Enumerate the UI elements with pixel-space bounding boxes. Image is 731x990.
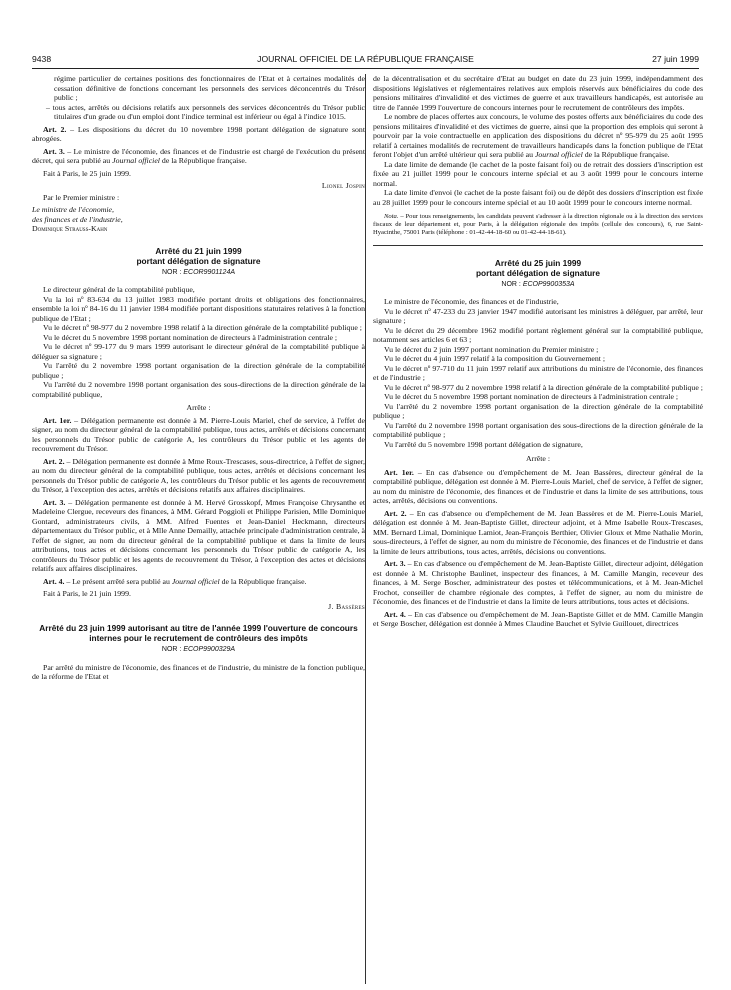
art-label: Art. 2. bbox=[43, 456, 65, 466]
art-label: Art. 3. bbox=[384, 559, 406, 569]
jo-italic: Journal officiel bbox=[171, 576, 220, 586]
paragraph: Le ministre de l'économie, des finances et de l'industrie, bbox=[384, 297, 559, 307]
minister-title-2: des finances et de l'industrie, bbox=[32, 214, 123, 224]
article bbox=[32, 577, 365, 587]
paragraph: La date limite de demande (le cachet de la poste faisant foi) ou de retrait des dossiers d'inscription est fixée au 21 juillet 1999 pour le concours interne spécial et au 3 août 1999 pour le concours interne normal. bbox=[373, 159, 703, 188]
art-text: – En cas d'absence ou d'empêchement de M. Jean-Baptiste Gillet, directeur adjoint, délégation est donnée à M. Christophe Baulinet, inspecteur des finances, à M. Camille Mangin, receveur des finances, à M. Serge Boscher, administrateur des postes et télécommunications, et à M. Jean-Michel Frochot, conseiller de chambre régionale des comptes, à l'effet de signer, au nom du ministre de l'économie, des finances et de l'industrie et dans la limite de leurs attributions, tous actes et décisions. bbox=[373, 559, 704, 607]
paragraph: Vu l'arrêté du 2 novembre 1998 portant organisation de la direction générale de la comptabilité publique ; bbox=[373, 401, 703, 421]
art-text: – En cas d'absence ou d'empêchement de M. Jean Bassères, directeur général de la comptabilité publique, délégation est donnée à M. Pierre-Louis Mariel, chef de service, à l'effet de signer, au nom du ministre de l'économie, des finances et de l'industrie et dans la limite de ses attributions, tous actes, arrêtés, décisions ou conventions. bbox=[373, 467, 703, 506]
page-header bbox=[32, 54, 699, 69]
paragraph: Vu le décret du 5 novembre 1998 portant nomination de directeurs à l'administration centrale ; bbox=[384, 392, 679, 402]
article bbox=[373, 610, 703, 629]
art-text: – Le ministre de l'économie, des finances et de l'industrie est chargé de l'exécution du présent décret, qui sera publié au bbox=[32, 146, 365, 165]
text: Le nombre de places offertes aux concours, le volume des postes offerts aux bénéficiaires du code des pensions militaires d'invalidité et des victimes de guerre, ainsi que la proportion des emplois qui seront à pourvoir par la voie contractuelle en application des dispositions du décret nº 95-979 du 25 août 1995 relatif à certaines modalités de recrutement de travailleurs handicapés dans la fonction publique de l'Etat feront l'objet d'un arrêté ultérieur qui sera publié au bbox=[373, 112, 703, 159]
art-label: Art. 3. bbox=[43, 497, 66, 507]
nota-label: Nota. bbox=[384, 213, 399, 220]
par-premier-ministre: Par le Premier ministre : bbox=[43, 192, 120, 202]
art-text: – Le présent arrêté sera publié au bbox=[64, 576, 172, 586]
jo-italic: Journal officiel bbox=[112, 156, 160, 165]
text-end: de la République française. bbox=[582, 150, 670, 159]
nota-text: – Pour tous renseignements, les candidats peuvent s'adresser à la direction régionale ou à la direction des services fiscaux de leur département et, pour Paris, à la délégation régionale des impôts (cellule des concours), 6, rue Saint-Hyacinthe, 75001 Paris (téléphone : 01-42-44-18-60 ou 01-42-44-18-61). bbox=[373, 213, 703, 237]
nota-note bbox=[373, 213, 703, 238]
art-label: Art. 2. bbox=[384, 508, 407, 518]
art-label: Art. 1er. bbox=[384, 467, 414, 477]
article bbox=[32, 498, 365, 574]
paragraph: de la décentralisation et du secrétaire d'Etat au budget en date du 23 juin 1999, indépendamment des dispositions législatives et réglementaires relatives aux emplois réservés aux bénéficiaires du code des pensions militaires d'invalidité et des victimes de guerre et aux travailleurs handicapés, est autorisée au titre de l'année 1999 l'ouverture de concours internes pour le recrutement de contrôleurs des impôts. bbox=[373, 74, 703, 112]
art-label: Art. 1er. bbox=[43, 415, 72, 425]
article bbox=[373, 559, 703, 607]
art-text-end: de la République française. bbox=[219, 576, 307, 586]
art-text: – Délégation permanente est donnée à M. Pierre-Louis Mariel, chef de service, à l'effet de signer, au nom du directeur général de la comptabilité publique, tous actes, arrêtés et décisions concernant les personnels du Trésor public de catégorie A, les contrôleurs du Trésor public et les agents de recouvrement du Trésor. bbox=[32, 415, 366, 453]
fait-line: Fait à Paris, le 25 juin 1999. bbox=[43, 168, 131, 178]
jo-italic: Journal officiel bbox=[534, 150, 583, 159]
signer-name: J. Bassères bbox=[328, 601, 365, 611]
paragraph: Vu l'arrêté du 2 novembre 1998 portant organisation des sous-directions de la direction générale de la comptabilité publique, bbox=[32, 380, 365, 399]
nor-code: ECOP9900353A bbox=[522, 280, 575, 288]
paragraph: Par arrêté du ministre de l'économie, des finances et de l'industrie, du ministre de la fonction publique, de la réforme de l'Etat et bbox=[32, 662, 365, 681]
paragraph bbox=[373, 112, 703, 160]
arrete-title-3a: Arrêté du 25 juin 1999 bbox=[494, 257, 582, 268]
paragraph: Vu la loi nº 83-634 du 13 juillet 1983 modifiée portant droits et obligations des fonctionnaires, ensemble la loi nº 84-16 du 11 janvier 1984 modifiée portant dispositions statutaires relatives à la fonction publique de l'Etat ; bbox=[32, 294, 365, 323]
right-column bbox=[373, 74, 703, 629]
article bbox=[373, 468, 703, 506]
decree-art3 bbox=[32, 147, 365, 166]
nor-code: ECOR9901124A bbox=[183, 268, 235, 276]
art-text: – Délégation permanente est donnée à Mme Roux-Trescases, sous-directrice, à l'effet de signer, au nom du directeur général de la comptabilité publique, tous actes, arrêtés et décisions concernant les personnels du Trésor public de catégorie A, les contrôleurs du Trésor public et les agents de recouvrement du Trésor, à l'exception des actes, arrêtés et décisions relatifs aux affaires disciplinaires. bbox=[32, 456, 365, 494]
paragraph: Vu le décret du 29 décembre 1962 modifié portant règlement général sur la comptabilité publique, notamment ses articles 6 et 63 ; bbox=[373, 325, 703, 345]
nor-label: NOR : bbox=[501, 280, 523, 288]
art-text-end: de la République française. bbox=[159, 156, 247, 165]
nor-line bbox=[32, 268, 365, 278]
paragraph: Vu le décret nº 97-710 du 11 juin 1997 relatif aux attributions du ministre de l'économie, des finances et de l'industrie ; bbox=[373, 363, 703, 383]
nor-code: ECOP9900329A bbox=[183, 646, 236, 653]
arrete-title-2: Arrêté du 23 juin 1999 autorisant au titre de l'année 1999 l'ouverture de concours internes pour le recrutement de contrôleurs des impôts bbox=[39, 623, 358, 643]
intro-dash-1: régime particulier de certaines positions des fonctionnaires de l'Etat et à certaines modalités de cessation définitive de fonctions concernant les personnels des services déconcentrés du Trésor public ; bbox=[54, 74, 365, 102]
journal-title: JOURNAL OFFICIEL DE LA RÉPUBLIQUE FRANÇAISE bbox=[257, 54, 474, 64]
paragraph: La date limite d'envoi (le cachet de la poste faisant foi) ou de dépôt des dossiers d'inscription est fixée au 28 juillet 1999 pour le concours interne spécial et au 10 août 1999 pour le concours interne normal. bbox=[373, 188, 703, 207]
arrete-word: Arrête : bbox=[186, 403, 211, 412]
paragraph: Vu le décret nº 47-233 du 23 janvier 1947 modifié autorisant les ministres à déléguer, par arrêté, leur signature ; bbox=[373, 306, 703, 326]
paragraph: Vu le décret du 2 juin 1997 portant nomination du Premier ministre ; bbox=[384, 344, 599, 354]
nor-label: NOR : bbox=[161, 646, 184, 653]
paragraph: Vu le décret nº 98-977 du 2 novembre 1998 relatif à la direction générale de la comptabilité publique ; bbox=[384, 382, 703, 392]
art-text: – Les dispositions du décret du 10 novembre 1998 portant délégation de signature sont abrogées. bbox=[32, 124, 365, 143]
nor-line bbox=[32, 645, 365, 655]
minister-title-1: Le ministre de l'économie, bbox=[32, 205, 114, 214]
arrete-title-3b: portant délégation de signature bbox=[475, 267, 600, 278]
paragraph: Vu l'arrêté du 2 novembre 1998 portant organisation des sous-directions de la direction générale de la comptabilité publique ; bbox=[373, 420, 703, 440]
fait-line: Fait à Paris, le 21 juin 1999. bbox=[43, 589, 131, 598]
art-text: – En cas d'absence ou d'empêchement de M. Jean-Baptiste Gillet et de MM. Camille Mangin et Serge Boscher, délégation est donnée à Mmes Claudine Bauchet et Sylvie Guillouet, directrices bbox=[373, 609, 703, 629]
paragraph: Vu l'arrêté du 2 novembre 1998 portant organisation de la direction générale de la comptabilité publique ; bbox=[32, 361, 365, 380]
arrete-title-1a: Arrêté du 21 juin 1999 bbox=[155, 245, 242, 256]
art-label: Art. 4. bbox=[384, 609, 406, 619]
art-label: Art. 3. bbox=[43, 146, 65, 156]
paragraph: Vu le décret du 4 juin 1997 relatif à la composition du Gouvernement ; bbox=[384, 354, 606, 364]
issue-date: 27 juin 1999 bbox=[652, 54, 699, 64]
art-text: – En cas d'absence ou d'empêchement de M. Jean Bassères et de M. Pierre-Louis Mariel, délégation est donnée à M. Jean-Baptiste Gillet, directeur adjoint, et à Mme Isabelle Roux-Trescases, MM. Bernard Limal, Dominique Lamiot, Jean-François Berthier, Olivier Gloux et Mme Nathalie Morin, sous-directeurs, à l'effet de signer, au nom du ministre de l'économie, des finances et de l'industrie et dans la limite de leurs attributions, tous actes, arrêtés, décisions ou conventions. bbox=[373, 508, 703, 556]
arrete-title-1b: portant délégation de signature bbox=[136, 255, 261, 266]
decree-art2 bbox=[32, 125, 365, 144]
page-number: 9438 bbox=[32, 54, 52, 64]
left-column bbox=[32, 74, 365, 682]
column-divider bbox=[365, 74, 366, 984]
paragraph: Vu le décret nº 98-977 du 2 novembre 1998 relatif à la direction générale de la comptabilité publique ; bbox=[43, 323, 362, 332]
article bbox=[32, 416, 365, 454]
nor-line bbox=[373, 280, 703, 290]
art-label: Art. 4. bbox=[43, 576, 65, 586]
paragraph: Vu le décret nº 99-177 du 9 mars 1999 autorisant le directeur général de la comptabilité publique à déléguer sa signature ; bbox=[32, 342, 365, 361]
article bbox=[32, 457, 365, 495]
art-label: Art. 2. bbox=[43, 124, 67, 134]
separator-rule bbox=[373, 245, 703, 246]
minister-name: Dominique Strauss-Kahn bbox=[32, 224, 108, 233]
art-text: – Délégation permanente est donnée à M. Hervé Grosskopf, Mmes Françoise Chrysanthe et Madeleine Clergue, receveurs des finances, à MM. Gérard Poggioli et Philippe Parisien, Mlle Dominique Gontard, administrateurs civils, à MM. Alfred Fuentes et Jean-Daniel Heckmann, directeurs départementaux du Trésor public, et à Mlle Anne Demailly, attachée principale d'administration centrale, à l'effet de signer, au nom du directeur général de la comptabilité publique et dans la limite de leurs attributions, tous actes et décisions concernant les personnels du Trésor public de catégorie A, les contrôleurs du Trésor public et les agents de recouvrement du Trésor, à l'exception des actes et décisions relatifs aux affaires disciplinaires. bbox=[32, 497, 365, 573]
nor-label: NOR : bbox=[161, 268, 184, 276]
arrete-word: Arrête : bbox=[525, 454, 551, 464]
signer-name: Lionel Jospin bbox=[321, 181, 365, 190]
intro-dash-2: – tous actes, arrêtés ou décisions relatifs aux personnels des services déconcentrés du Trésor public titulaires d'un grade ou d'un emploi dont l'indice terminal est inférieur ou égal à l'indice 1015. bbox=[46, 102, 365, 121]
paragraph: Le directeur général de la comptabilité publique, bbox=[43, 285, 195, 294]
paragraph: Vu l'arrêté du 5 novembre 1998 portant délégation de signature, bbox=[384, 439, 583, 449]
article bbox=[373, 509, 703, 557]
paragraph: Vu le décret du 5 novembre 1998 portant nomination de directeurs à l'administration centrale ; bbox=[43, 332, 338, 342]
